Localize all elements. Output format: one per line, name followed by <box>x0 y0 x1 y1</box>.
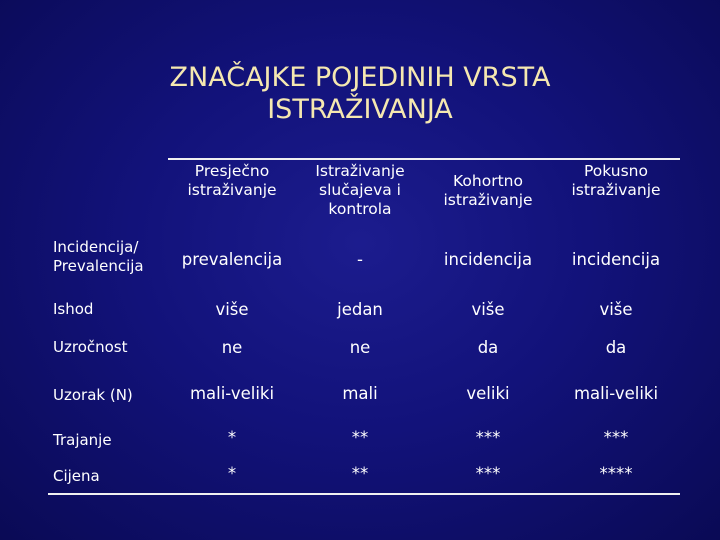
slide-title-line-1: ZNAČAJKE POJEDINIH VRSTA <box>169 62 551 93</box>
table-cell: mali-veliki <box>189 384 275 403</box>
table-cell: - <box>357 250 363 269</box>
table-cell: * <box>227 428 237 447</box>
table-cell: **** <box>599 464 633 483</box>
header-text: Presječno <box>194 162 270 180</box>
table-cell: incidencija <box>443 250 533 269</box>
row-label: Ishod <box>53 300 94 318</box>
slide-title <box>0 62 720 126</box>
table-cell: *** <box>603 428 629 447</box>
row-label: Cijena <box>53 467 100 485</box>
table-cell: *** <box>475 428 501 447</box>
header-cross-sectional <box>168 162 296 200</box>
row-label <box>53 238 144 276</box>
table-cell: incidencija <box>571 250 661 269</box>
table-cell: više <box>599 300 633 319</box>
table-cell: da <box>477 338 499 357</box>
header-text: kontrola <box>328 200 392 218</box>
table-cell: ** <box>351 428 369 447</box>
table-cell: mali-veliki <box>573 384 659 403</box>
row-label: Uzročnost <box>53 338 128 356</box>
header-text: Pokusno <box>584 162 648 180</box>
header-text: istraživanje <box>187 181 277 199</box>
table-cell: više <box>215 300 249 319</box>
header-text: Istraživanje <box>315 162 405 180</box>
table-cell: više <box>471 300 505 319</box>
table-cell: ne <box>221 338 243 357</box>
slide-title-line-2: ISTRAŽIVANJA <box>267 94 453 125</box>
table-bottom-rule <box>48 493 680 495</box>
header-experimental <box>552 162 680 200</box>
row-label-line: Incidencija/ <box>53 238 139 256</box>
table-cell: ne <box>349 338 371 357</box>
header-text: istraživanje <box>443 191 533 209</box>
header-text: Kohortno <box>453 172 523 190</box>
table-cell: veliki <box>466 384 510 403</box>
table-cell: mali <box>342 384 378 403</box>
header-case-control <box>296 162 424 219</box>
row-label: Uzorak (N) <box>53 386 133 404</box>
table-top-rule <box>168 158 680 160</box>
table-cell: * <box>227 464 237 483</box>
header-cohort <box>424 172 552 210</box>
table-cell: ** <box>351 464 369 483</box>
row-label-line: Prevalencija <box>53 257 144 275</box>
table-cell: da <box>605 338 627 357</box>
table-cell: *** <box>475 464 501 483</box>
row-label: Trajanje <box>53 431 112 449</box>
table-cell: jedan <box>337 300 383 319</box>
table-cell: prevalencija <box>181 250 283 269</box>
header-text: slučajeva i <box>319 181 401 199</box>
header-text: istraživanje <box>571 181 661 199</box>
